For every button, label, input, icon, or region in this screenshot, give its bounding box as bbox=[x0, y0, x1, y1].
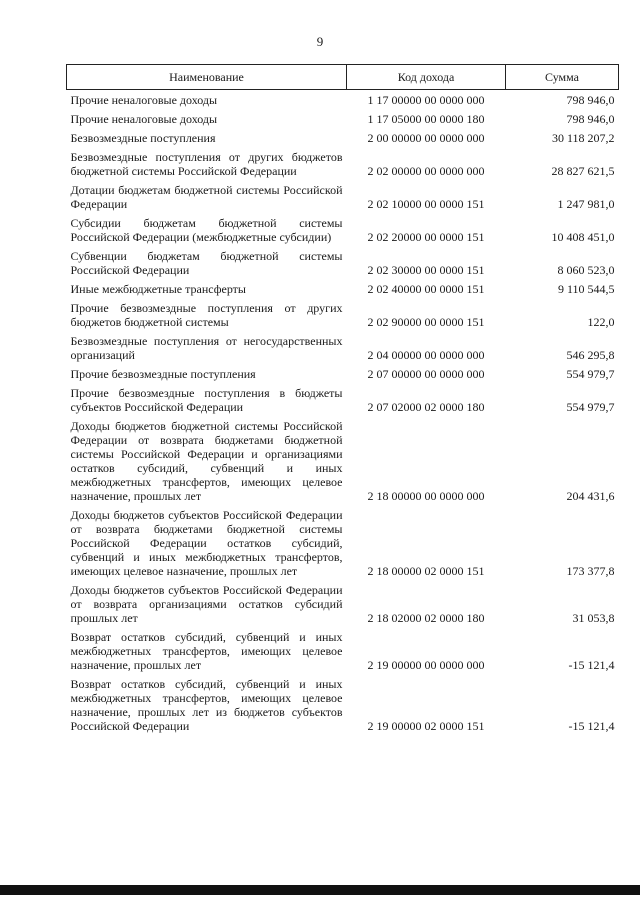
row-sum: 554 979,7 bbox=[566, 367, 615, 381]
row-code: 2 02 20000 00 0000 151 bbox=[367, 230, 485, 244]
row-code: 2 19 00000 02 0000 151 bbox=[367, 719, 485, 733]
row-name: Субсидии бюджетам бюджетной системы Российской Федерации (межбюджетные субсидии) bbox=[70, 216, 343, 244]
row-sum: 798 946,0 bbox=[566, 112, 615, 126]
row-code: 2 02 10000 00 0000 151 bbox=[367, 197, 485, 211]
row-sum: 31 053,8 bbox=[572, 611, 615, 625]
header-name: Наименование bbox=[67, 65, 347, 90]
table-row bbox=[67, 627, 619, 674]
row-sum: 8 060 523,0 bbox=[557, 263, 615, 277]
row-code: 2 18 00000 02 0000 151 bbox=[367, 564, 485, 578]
row-sum: 1 247 981,0 bbox=[557, 197, 615, 211]
row-name: Доходы бюджетов субъектов Российской Федерации от возврата организациями остатков субсидий прошлых лет bbox=[70, 583, 343, 625]
row-sum: 122,0 bbox=[587, 315, 615, 329]
table-row bbox=[67, 505, 619, 580]
row-name: Безвозмездные поступления bbox=[70, 131, 216, 145]
row-sum: 798 946,0 bbox=[566, 93, 615, 107]
row-name: Прочие безвозмездные поступления от других бюджетов бюджетной системы bbox=[70, 301, 343, 329]
row-name: Возврат остатков субсидий, субвенций и иных межбюджетных трансфертов, имеющих целевое назначение, прошлых лет из бюджетов субъектов Российской Федерации bbox=[70, 677, 343, 733]
row-name: Доходы бюджетов субъектов Российской Федерации от возврата бюджетами бюджетной системы Российской Федерации остатков субсидий, субвенций и иных межбюджетных трансфертов, имеющих целевое назначение, прошлых лет bbox=[70, 508, 343, 578]
row-code: 2 19 00000 00 0000 000 bbox=[367, 658, 485, 672]
row-name: Возврат остатков субсидий, субвенций и иных межбюджетных трансфертов, имеющих целевое назначение, прошлых лет bbox=[70, 630, 343, 672]
row-code: 2 18 00000 00 0000 000 bbox=[367, 489, 485, 503]
row-sum: 28 827 621,5 bbox=[551, 164, 615, 178]
row-sum: 546 295,8 bbox=[566, 348, 615, 362]
table-row bbox=[67, 147, 619, 180]
row-code: 2 02 30000 00 0000 151 bbox=[367, 263, 485, 277]
row-code: 2 00 00000 00 0000 000 bbox=[367, 131, 485, 145]
row-name: Прочие безвозмездные поступления bbox=[70, 367, 256, 381]
row-code: 1 17 00000 00 0000 000 bbox=[367, 93, 485, 107]
header-row bbox=[67, 65, 619, 90]
table-row bbox=[67, 298, 619, 331]
table-row bbox=[67, 246, 619, 279]
row-code: 2 02 40000 00 0000 151 bbox=[367, 282, 485, 296]
table-body bbox=[67, 90, 619, 736]
table-row bbox=[67, 364, 619, 383]
table-row bbox=[67, 128, 619, 147]
table-row bbox=[67, 580, 619, 627]
revenue-table bbox=[66, 64, 619, 735]
header-code: Код дохода bbox=[347, 65, 506, 90]
row-code: 2 18 02000 02 0000 180 bbox=[367, 611, 485, 625]
page-number: 9 bbox=[316, 34, 324, 49]
row-code: 2 02 90000 00 0000 151 bbox=[367, 315, 485, 329]
table-row bbox=[67, 180, 619, 213]
row-name: Безвозмездные поступления от других бюджетов бюджетной системы Российской Федерации bbox=[70, 150, 343, 178]
row-code: 2 04 00000 00 0000 000 bbox=[367, 348, 485, 362]
table-row bbox=[67, 331, 619, 364]
row-sum: 9 110 544,5 bbox=[557, 282, 615, 296]
row-code: 1 17 05000 00 0000 180 bbox=[367, 112, 485, 126]
table-row bbox=[67, 213, 619, 246]
table-row bbox=[67, 90, 619, 110]
row-name: Доходы бюджетов бюджетной системы Российской Федерации от возврата бюджетами бюджетной системы Российской Федерации и организациями остатков субсидий, субвенций и иных межбюджетных трансфертов, имеющих целевое назначение, прошлых лет bbox=[70, 419, 343, 503]
row-name: Прочие неналоговые доходы bbox=[70, 112, 218, 126]
row-sum: -15 121,4 bbox=[568, 719, 615, 733]
row-sum: 554 979,7 bbox=[566, 400, 615, 414]
row-name: Иные межбюджетные трансферты bbox=[70, 282, 246, 296]
table-row bbox=[67, 383, 619, 416]
table-row bbox=[67, 416, 619, 505]
row-code: 2 07 00000 00 0000 000 bbox=[367, 367, 485, 381]
row-sum: 204 431,6 bbox=[566, 489, 615, 503]
row-name: Прочие безвозмездные поступления в бюджеты субъектов Российской Федерации bbox=[70, 386, 343, 414]
table-row bbox=[67, 674, 619, 735]
table-row bbox=[67, 109, 619, 128]
table-row bbox=[67, 279, 619, 298]
row-sum: -15 121,4 bbox=[568, 658, 615, 672]
row-name: Безвозмездные поступления от негосударственных организаций bbox=[70, 334, 343, 362]
scan-border bbox=[0, 885, 640, 895]
row-name: Субвенции бюджетам бюджетной системы Российской Федерации bbox=[70, 249, 343, 277]
header-sum: Сумма bbox=[506, 65, 619, 90]
row-code: 2 02 00000 00 0000 000 bbox=[367, 164, 485, 178]
row-sum: 30 118 207,2 bbox=[551, 131, 615, 145]
row-name: Прочие неналоговые доходы bbox=[70, 93, 218, 107]
row-sum: 173 377,8 bbox=[566, 564, 615, 578]
row-code: 2 07 02000 02 0000 180 bbox=[367, 400, 485, 414]
row-sum: 10 408 451,0 bbox=[551, 230, 615, 244]
row-name: Дотации бюджетам бюджетной системы Российской Федерации bbox=[70, 183, 343, 211]
table-header bbox=[67, 65, 619, 90]
